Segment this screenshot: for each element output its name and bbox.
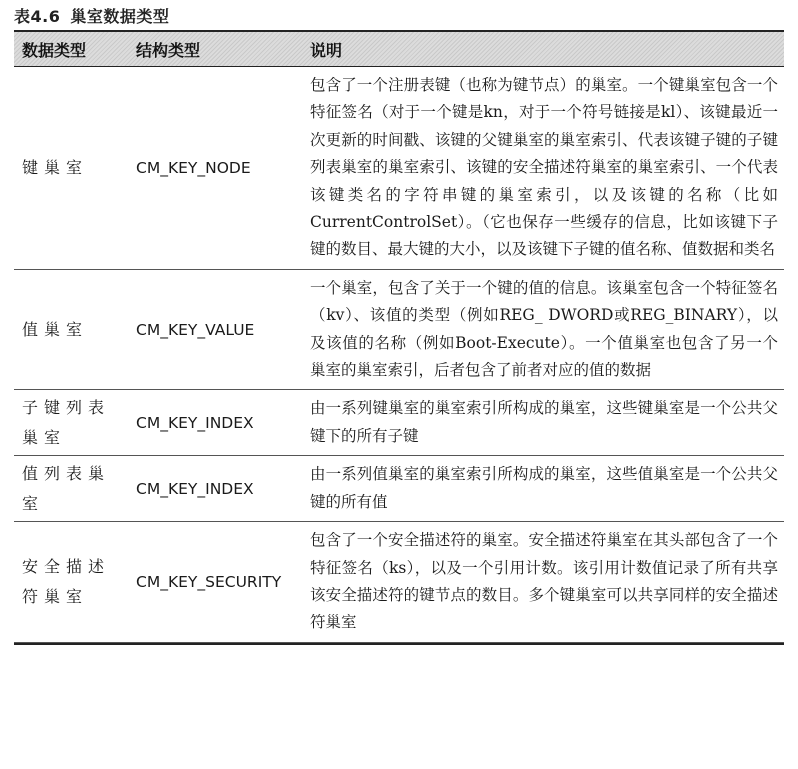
table-row	[14, 522, 784, 643]
cell-struct-type: CM_KEY_INDEX	[136, 479, 254, 498]
data-types-table	[14, 30, 784, 645]
table-bottom-rule	[14, 643, 784, 645]
cell-struct-type: CM_KEY_INDEX	[136, 413, 254, 432]
table-caption	[14, 4, 169, 27]
cell-data-type: 值巢室	[22, 319, 89, 339]
header-struct-type: 结构类型	[136, 40, 201, 60]
cell-data-type: 子键列表巢室	[22, 397, 111, 447]
cell-description: 由一系列键巢室的巢室索引所构成的巢室，这些键巢室是一个公共父键下的所有子键	[310, 399, 778, 445]
header-data-type: 数据类型	[22, 40, 87, 60]
cell-description: 包含了一个注册表键（也称为键节点）的巢室。一个键巢室包含一个特征签名（对于一个键是kn，对于一个符号链接是kl）、该键最近一次更新的时间戳、该键的父键巢室的巢室索引、代表该键子键的子键列表巢室的巢室索引、该键的安全描述符巢室的巢室索引、一个代表该键类名的字符串键的巢室索引，以及该键的名称（比如CurrentControlSet）。（它也保存一些缓存的信息，比如该键下子键的数目、最大键的大小，以及该键下子键的值名称、值数据和类名	[310, 76, 778, 259]
cell-description: 由一系列值巢室的巢室索引所构成的巢室，这些值巢室是一个公共父键的所有值	[310, 465, 778, 511]
header-description: 说明	[310, 40, 343, 60]
table-row	[14, 270, 784, 391]
cell-struct-type: CM_KEY_VALUE	[136, 320, 255, 339]
table-row	[14, 456, 784, 522]
cell-struct-type: CM_KEY_NODE	[136, 158, 251, 177]
cell-data-type: 键巢室	[22, 157, 89, 177]
table-row	[14, 390, 784, 456]
cell-description: 一个巢室，包含了关于一个键的值的信息。该巢室包含一个特征签名（kv）、该值的类型（例如REG_ DWORD或REG_BINARY），以及该值的名称（例如Boot-Execute）。一个值巢室也包含了另一个巢室的巢室索引，后者包含了前者对应的值的数据	[310, 278, 778, 380]
table-header	[14, 32, 784, 66]
cell-data-type: 值列表巢室	[22, 463, 111, 513]
table-number: 表4.6	[14, 7, 61, 26]
cell-data-type: 安全描述符巢室	[22, 556, 111, 606]
cell-struct-type: CM_KEY_SECURITY	[136, 572, 282, 591]
table-title: 巢室数据类型	[70, 7, 170, 26]
cell-description: 包含了一个安全描述符的巢室。安全描述符巢室在其头部包含了一个特征签名（ks），以及一个引用计数。该引用计数值记录了所有共享该安全描述符的键节点的数目。多个键巢室可以共享同样的安全描述符巢室	[310, 531, 778, 632]
table-row	[14, 67, 784, 270]
